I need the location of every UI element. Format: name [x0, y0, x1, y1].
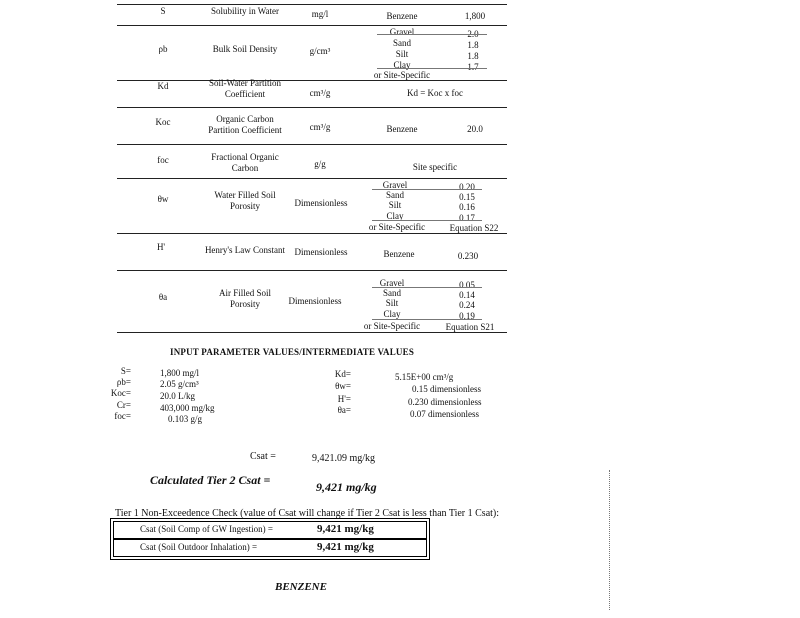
- note-equation-s21: Equation S21: [445, 322, 495, 332]
- value-clay: 1.7: [467, 62, 479, 72]
- box2-value: 9,421 mg/kg: [317, 541, 374, 553]
- value-label-benzene-henry: Benzene: [383, 249, 415, 259]
- input-value-theta-a: 0.07 dimensionless: [410, 409, 479, 419]
- value-silt-a: 0.24: [459, 300, 475, 310]
- box1-value: 9,421 mg/kg: [317, 523, 374, 535]
- input-value-s: 1,800 mg/l: [160, 368, 200, 378]
- value-label-benzene: Benzene: [386, 11, 418, 21]
- input-label-kd: Kd=: [334, 369, 351, 379]
- value-label-silt-w: Silt: [388, 200, 402, 210]
- description-theta-a-line1: Air Filled Soil: [218, 288, 271, 298]
- csat-label: Csat =: [250, 451, 276, 462]
- description-kd-line1: Soil-Water Partition: [208, 78, 281, 88]
- box-gw-ingestion: [113, 521, 427, 539]
- description-bulk-density: Bulk Soil Density: [212, 44, 278, 54]
- description-foc-line1: Fractional Organic: [211, 152, 279, 162]
- input-value-henry: 0.230 dimensionless: [408, 397, 482, 407]
- box1-label: Csat (Soil Comp of GW Ingestion) =: [140, 524, 273, 534]
- input-value-cr: 403,000 mg/kg: [160, 403, 215, 413]
- description-solubility: Solubility in Water: [210, 6, 280, 16]
- symbol-foc: foc: [157, 155, 169, 165]
- description-foc-line2: Carbon: [231, 163, 259, 173]
- description-koc-line1: Organic Carbon: [216, 114, 274, 124]
- description-henry: Henry's Law Constant: [204, 245, 286, 255]
- value-label-benzene-koc: Benzene: [386, 124, 418, 134]
- value-label-sand-a: Sand: [383, 288, 401, 298]
- input-label-henry: H'=: [337, 394, 351, 404]
- input-value-rho-b: 2.05 g/cm³: [160, 379, 199, 389]
- note-site-specific-w: or Site-Specific: [368, 222, 426, 232]
- box-outdoor-inhalation: [113, 539, 427, 557]
- value-label-silt-a: Silt: [385, 298, 399, 308]
- chemical-name: BENZENE: [275, 581, 327, 593]
- note-site-specific-a: or Site-Specific: [363, 321, 421, 331]
- value-label-clay-w: Clay: [386, 211, 404, 221]
- input-section-title: INPUT PARAMETER VALUES/INTERMEDIATE VALUES: [170, 347, 415, 357]
- csat-value: 9,421.09 mg/kg: [312, 453, 376, 464]
- description-theta-w-line1: Water Filled Soil: [214, 190, 276, 200]
- non-exceedence-check: Tier 1 Non-Exceedence Check (value of Csat will change if Tier 2 Csat is less than Tier 1 Csat):: [115, 508, 500, 519]
- value-henry: 0.230: [457, 251, 479, 261]
- tier2-label: Calculated Tier 2 Csat =: [150, 473, 271, 487]
- note-site-specific: or Site-Specific: [373, 70, 431, 80]
- description-theta-a-line2: Porosity: [229, 299, 260, 309]
- units-foc: g/g: [314, 159, 326, 169]
- value-sand: 1.8: [467, 40, 479, 50]
- input-label-theta-w: θw=: [335, 381, 351, 391]
- input-label-foc: foc=: [114, 411, 131, 421]
- value-solubility: 1,800: [464, 11, 486, 21]
- units-koc: cm³/g: [309, 122, 331, 132]
- value-label-gravel: Gravel: [389, 27, 415, 37]
- description-koc-line2: Partition Coefficient: [208, 125, 282, 135]
- symbol-kd: Kd: [157, 81, 169, 91]
- input-label-rho-b: ρb=: [116, 377, 131, 387]
- symbol-theta-w: θw: [157, 194, 169, 204]
- symbol-rho-b: ρb: [158, 44, 168, 54]
- symbol-theta-a: θa: [158, 292, 168, 302]
- input-label-koc: Koc=: [110, 388, 131, 398]
- value-kd: Kd = Koc x foc: [406, 88, 464, 98]
- symbol-henry: H': [156, 242, 166, 252]
- box2-label: Csat (Soil Outdoor Inhalation) =: [140, 542, 258, 552]
- symbol-s: S: [160, 6, 166, 16]
- units-bulk-density: g/cm³: [309, 46, 331, 56]
- description-theta-w-line2: Porosity: [229, 201, 260, 211]
- input-label-theta-a: θa=: [337, 405, 351, 415]
- value-sand-a: 0.14: [459, 290, 475, 300]
- note-equation-s22: Equation S22: [449, 223, 499, 233]
- input-value-foc: 0.103 g/g: [168, 414, 203, 424]
- value-label-sand: Sand: [393, 38, 411, 48]
- value-silt: 1.8: [467, 51, 479, 61]
- value-koc: 20.0: [467, 124, 483, 134]
- input-label-cr: Cr=: [116, 400, 131, 410]
- input-value-kd: 5.15E+00 cm³/g: [395, 372, 454, 382]
- symbol-koc: Koc: [155, 117, 171, 127]
- units-solubility: mg/l: [311, 9, 329, 19]
- value-label-clay-a: Clay: [383, 309, 401, 319]
- input-value-koc: 20.0 L/kg: [160, 391, 195, 401]
- tier2-value: 9,421 mg/kg: [316, 480, 377, 494]
- input-label-s: S=: [120, 366, 131, 376]
- value-label-gravel-w: Gravel: [382, 180, 408, 190]
- value-foc: Site specific: [412, 162, 458, 172]
- value-gravel-a: 0.05: [459, 280, 475, 290]
- value-label-clay: Clay: [393, 60, 411, 70]
- value-label-sand-w: Sand: [386, 190, 404, 200]
- value-sand-w: 0.15: [459, 192, 475, 202]
- value-silt-w: 0.16: [459, 202, 475, 212]
- units-theta-w: Dimensionless: [294, 198, 348, 208]
- units-theta-a: Dimensionless: [288, 296, 342, 306]
- value-clay-w: 0.17: [459, 213, 475, 223]
- units-kd: cm³/g: [309, 88, 331, 98]
- value-gravel: 2.0: [467, 29, 479, 39]
- input-value-theta-w: 0.15 dimensionless: [412, 384, 481, 394]
- value-gravel-w: 0.20: [459, 182, 475, 192]
- value-label-silt: Silt: [395, 49, 409, 59]
- scan-edge-artifact: [609, 470, 610, 610]
- units-henry: Dimensionless: [294, 247, 348, 257]
- value-clay-a: 0.19: [459, 311, 475, 321]
- description-kd-line2: Coefficient: [224, 89, 266, 99]
- value-label-gravel-a: Gravel: [379, 278, 405, 288]
